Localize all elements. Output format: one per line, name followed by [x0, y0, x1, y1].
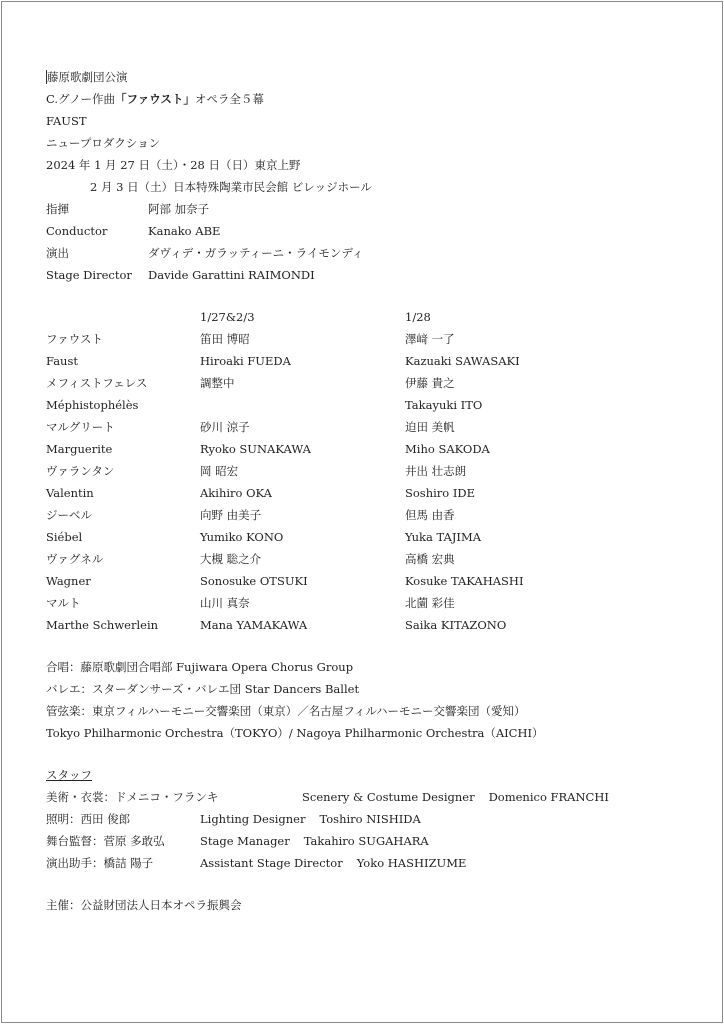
spacer [46, 636, 686, 656]
cast-singer-1: 笛田 博昭 [200, 332, 250, 346]
credit-name: Kanako ABE [148, 224, 221, 238]
ensemble-line: バレエ：スターダンサーズ・バレエ団 Star Dancers Ballet [46, 682, 360, 696]
cast-row [46, 438, 686, 460]
cast-singer-1: 向野 由美子 [200, 508, 262, 522]
cast-role: Faust [46, 354, 78, 368]
credit-row [46, 220, 686, 242]
cast-row [46, 570, 686, 592]
cast-role: ジーベル [46, 508, 92, 522]
cast-role: Méphistophélès [46, 398, 139, 412]
cast-table [46, 328, 686, 636]
staff-en [200, 830, 429, 852]
spacer [46, 744, 686, 764]
credit-role: Stage Director [46, 268, 132, 282]
date-line-1: 2024 年 1 月 27 日（土）・28 日（日）東京上野 [46, 158, 301, 172]
cast-singer-1: Yumiko KONO [200, 530, 284, 544]
credit-row [46, 242, 686, 264]
cast-singer-1: 砂川 涼子 [200, 420, 250, 434]
cast-role: マルグリート [46, 420, 115, 434]
cast-row [46, 372, 686, 394]
cast-row [46, 548, 686, 570]
cast-singer-1: Ryoko SUNAKAWA [200, 442, 311, 456]
cast-role: マルト [46, 596, 81, 610]
staff-en-role: Lighting Designer [200, 812, 306, 826]
cast-row [46, 416, 686, 438]
cast-row [46, 328, 686, 350]
staff-row [46, 808, 686, 830]
staff-en [302, 786, 609, 808]
staff-en-role: Assistant Stage Director [200, 856, 343, 870]
cast-singer-1: 山川 真奈 [200, 596, 250, 610]
staff-jp: 美術・衣裳：ドメニコ・フランキ [46, 790, 219, 804]
opera-title: 「ファウスト」 [114, 92, 195, 106]
cast-col-2-date: 1/28 [405, 310, 431, 324]
credit-role: Conductor [46, 224, 108, 238]
cast-singer-1: 大槻 聡之介 [200, 552, 262, 566]
cast-row [46, 482, 686, 504]
credit-name: 阿部 加奈子 [148, 202, 210, 216]
cast-singer-1 [200, 394, 405, 416]
cast-singer-1: Akihiro OKA [200, 486, 272, 500]
cast-row [46, 592, 686, 614]
staff-jp: 舞台監督：菅原 多敢弘 [46, 834, 165, 848]
staff-list [46, 786, 686, 874]
document-page [1, 1, 723, 1023]
cast-role: Valentin [46, 486, 94, 500]
production-note: ニュープロダクション [46, 136, 161, 150]
staff-en-name: Takahiro SUGAHARA [303, 834, 429, 848]
staff-jp: 照明：西田 俊郎 [46, 812, 131, 826]
cast-singer-2: 伊藤 貴之 [405, 376, 455, 390]
cast-singer-1: Hiroaki FUEDA [200, 354, 291, 368]
cast-singer-2: Kazuaki SAWASAKI [405, 354, 520, 368]
staff-en-role: Stage Manager [200, 834, 290, 848]
cast-singer-1: Mana YAMAKAWA [200, 618, 308, 632]
cast-row [46, 394, 686, 416]
cast-role: ヴァランタン [46, 464, 115, 478]
staff-heading: スタッフ [46, 768, 92, 782]
staff-en-name: Toshiro NISHIDA [319, 812, 421, 826]
staff-row [46, 786, 686, 808]
cast-singer-1: 岡 昭宏 [200, 464, 239, 478]
cast-col-1-date: 1/27&2/3 [200, 310, 255, 324]
staff-en [200, 808, 421, 830]
cast-singer-2: Yuka TAJIMA [405, 530, 482, 544]
credit-row [46, 198, 686, 220]
cast-role: Marthe Schwerlein [46, 618, 159, 632]
title-en: FAUST [46, 114, 87, 128]
credit-row [46, 264, 686, 286]
credits-list [46, 198, 686, 286]
ensemble-line: 合唱：藤原歌劇団合唱部 Fujiwara Opera Chorus Group [46, 660, 354, 674]
staff-en-name: Domenico FRANCHI [488, 790, 609, 804]
cast-singer-2: Kosuke TAKAHASHI [405, 574, 524, 588]
cast-singer-2: 井出 壮志朗 [405, 464, 467, 478]
ensemble-line: Tokyo Philharmonic Orchestra（TOKYO）/ Nagoya Philharmonic Orchestra（AICHI） [46, 726, 544, 740]
cast-row [46, 614, 686, 636]
cast-singer-2: Takayuki ITO [405, 398, 483, 412]
cast-role: ヴァグネル [46, 552, 104, 566]
cast-role: Marguerite [46, 442, 113, 456]
cast-role: Wagner [46, 574, 91, 588]
cast-singer-2: 北薗 彩佳 [405, 596, 455, 610]
staff-row [46, 830, 686, 852]
cast-singer-2: 迫田 美帆 [405, 420, 455, 434]
staff-jp: 演出助手：橋詰 陽子 [46, 856, 154, 870]
credit-name: ダヴィデ・ガラッティーニ・ライモンディ [148, 246, 364, 260]
cast-singer-2: Miho SAKODA [405, 442, 490, 456]
staff-en [200, 852, 466, 874]
document-body [46, 66, 686, 916]
cast-singer-2: Soshiro IDE [405, 486, 476, 500]
cast-row [46, 350, 686, 372]
credit-role: 演出 [46, 246, 69, 260]
cast-singer-2: 澤﨑 一了 [405, 332, 455, 346]
title-suffix: オペラ全５幕 [194, 92, 264, 106]
ensemble-line: 管弦楽：東京フィルハーモニー交響楽団（東京）／名古屋フィルハーモニー交響楽団（愛知） [46, 704, 526, 718]
staff-row [46, 852, 686, 874]
organizer: 主催：公益財団法人日本オペラ振興会 [46, 898, 242, 912]
cast-role: メフィストフェレス [46, 376, 148, 390]
spacer [46, 286, 686, 306]
spacer [46, 874, 686, 894]
cast-row [46, 526, 686, 548]
cast-role: ファウスト [46, 332, 103, 346]
cast-singer-2: 但馬 由香 [405, 508, 455, 522]
cast-singer-2: 高橋 宏典 [405, 552, 455, 566]
cast-singer-1: 調整中 [200, 376, 235, 390]
credit-role: 指揮 [46, 202, 69, 216]
ensembles-list [46, 656, 686, 744]
cast-row [46, 460, 686, 482]
cast-header [46, 306, 686, 328]
cast-singer-1: Sonosuke OTSUKI [200, 574, 308, 588]
cast-role: Siébel [46, 530, 83, 544]
composer: C.グノー作曲 [46, 92, 115, 106]
staff-en-role: Scenery & Costume Designer [302, 790, 475, 804]
staff-en-name: Yoko HASHIZUME [356, 856, 467, 870]
cast-singer-2: Saika KITAZONO [405, 618, 507, 632]
presenter-line: 藤原歌劇団公演 [47, 70, 128, 84]
credit-name: Davide Garattini RAIMONDI [148, 268, 315, 282]
title-line [46, 88, 686, 110]
date-line-2: 2 月 3 日（土）日本特殊陶業市民会館 ビレッジホール [90, 180, 372, 194]
cast-row [46, 504, 686, 526]
